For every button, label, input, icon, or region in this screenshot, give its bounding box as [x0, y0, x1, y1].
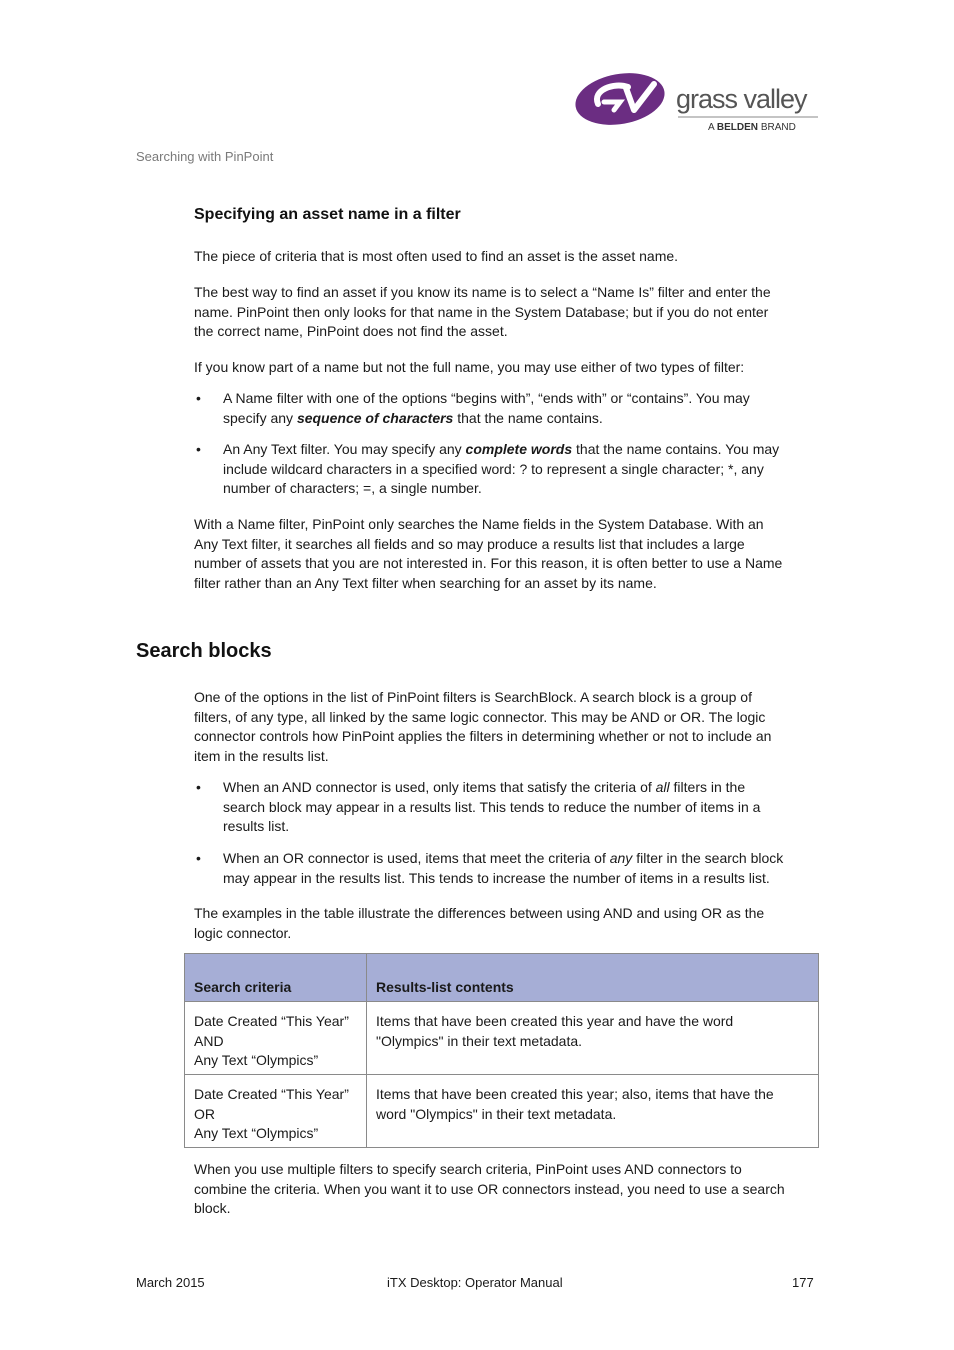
- page-number: 177: [792, 1275, 814, 1290]
- list-item: When an AND connector is used, only items that satisfy the criteria of all filters in the search block may appear in a results list. This tends to reduce the number of items in a results list.: [223, 779, 761, 835]
- gv-emblem-icon: [574, 72, 824, 134]
- list-item: When an OR connector is used, items that meet the criteria of any filter in the search block may appear in the results list. This tends to increase the number of items in a results list.: [223, 850, 784, 886]
- paragraph: If you know part of a name but not the full name, you may use either of two types of filter:: [194, 359, 745, 375]
- section-title: Search blocks: [136, 640, 272, 662]
- table-cell: Items that have been created this year and have the word "Olympics" in their text metadata.: [367, 1002, 819, 1075]
- brand-name: grass valley: [676, 84, 807, 114]
- paragraph: With a Name filter, PinPoint only searches the Name fields in the System Database. With an Any Text filter, it searches all fields and so may produce a results list that includes a large number of assets that you are not interested in. For this reason, it is often better to use a Name filter rather than an Any Text filter when searching for an asset by its name.: [194, 516, 783, 591]
- bullet-icon: •: [196, 390, 201, 406]
- grass-valley-logo: [574, 72, 824, 134]
- table-header: Results-list contents: [367, 954, 819, 1002]
- paragraph: The best way to find an asset if you know its name is to select a “Name Is” filter and enter the name. PinPoint then only looks for that name in the System Database; but if you do not enter the correct name, PinPoint does not find the asset.: [194, 284, 771, 340]
- bullet-icon: •: [196, 779, 201, 795]
- paragraph: One of the options in the list of PinPoint filters is SearchBlock. A search block is a group of filters, of any type, all linked by the same logic connector. This may be AND or OR. The logic connector controls how PinPoint applies the filters in determining whether or not to include an item in the results list.: [194, 689, 772, 764]
- svg-text:A BELDEN BRAND: A BELDEN BRAND: [708, 122, 796, 133]
- table-cell: Date Created “This Year” OR Any Text “Olympics”: [185, 1075, 367, 1148]
- table-header: Search criteria: [185, 954, 367, 1002]
- running-head: Searching with PinPoint: [136, 149, 274, 164]
- list-item: An Any Text filter. You may specify any complete words that the name contains. You may include wildcard characters in a specified word: ? to represent a single character; *, any number of characters; =, a single number.: [223, 441, 780, 497]
- table-cell: Items that have been created this year; also, items that have the word "Olympics" in their text metadata.: [367, 1075, 819, 1148]
- footer-date: March 2015: [136, 1275, 205, 1290]
- table-row: [185, 1002, 819, 1075]
- paragraph: The examples in the table illustrate the differences between using AND and using OR as the logic connector.: [194, 905, 765, 941]
- table-row: [185, 1075, 819, 1148]
- bullet-icon: •: [196, 441, 201, 457]
- criteria-table: [184, 953, 819, 1148]
- table-cell: Date Created “This Year” AND Any Text “Olympics”: [185, 1002, 367, 1075]
- paragraph: The piece of criteria that is most often used to find an asset is the asset name.: [194, 248, 679, 264]
- bullet-icon: •: [196, 850, 201, 866]
- list-item: A Name filter with one of the options “begins with”, “ends with” or “contains”. You may specify any sequence of characters that the name contains.: [223, 390, 750, 426]
- table-header-row: [185, 954, 819, 1002]
- paragraph: When you use multiple filters to specify search criteria, PinPoint uses AND connectors to combine the criteria. When you want it to use OR connectors instead, you need to use a search block.: [194, 1161, 785, 1217]
- footer-title: iTX Desktop: Operator Manual: [387, 1275, 563, 1290]
- section-heading: Specifying an asset name in a filter: [194, 206, 461, 223]
